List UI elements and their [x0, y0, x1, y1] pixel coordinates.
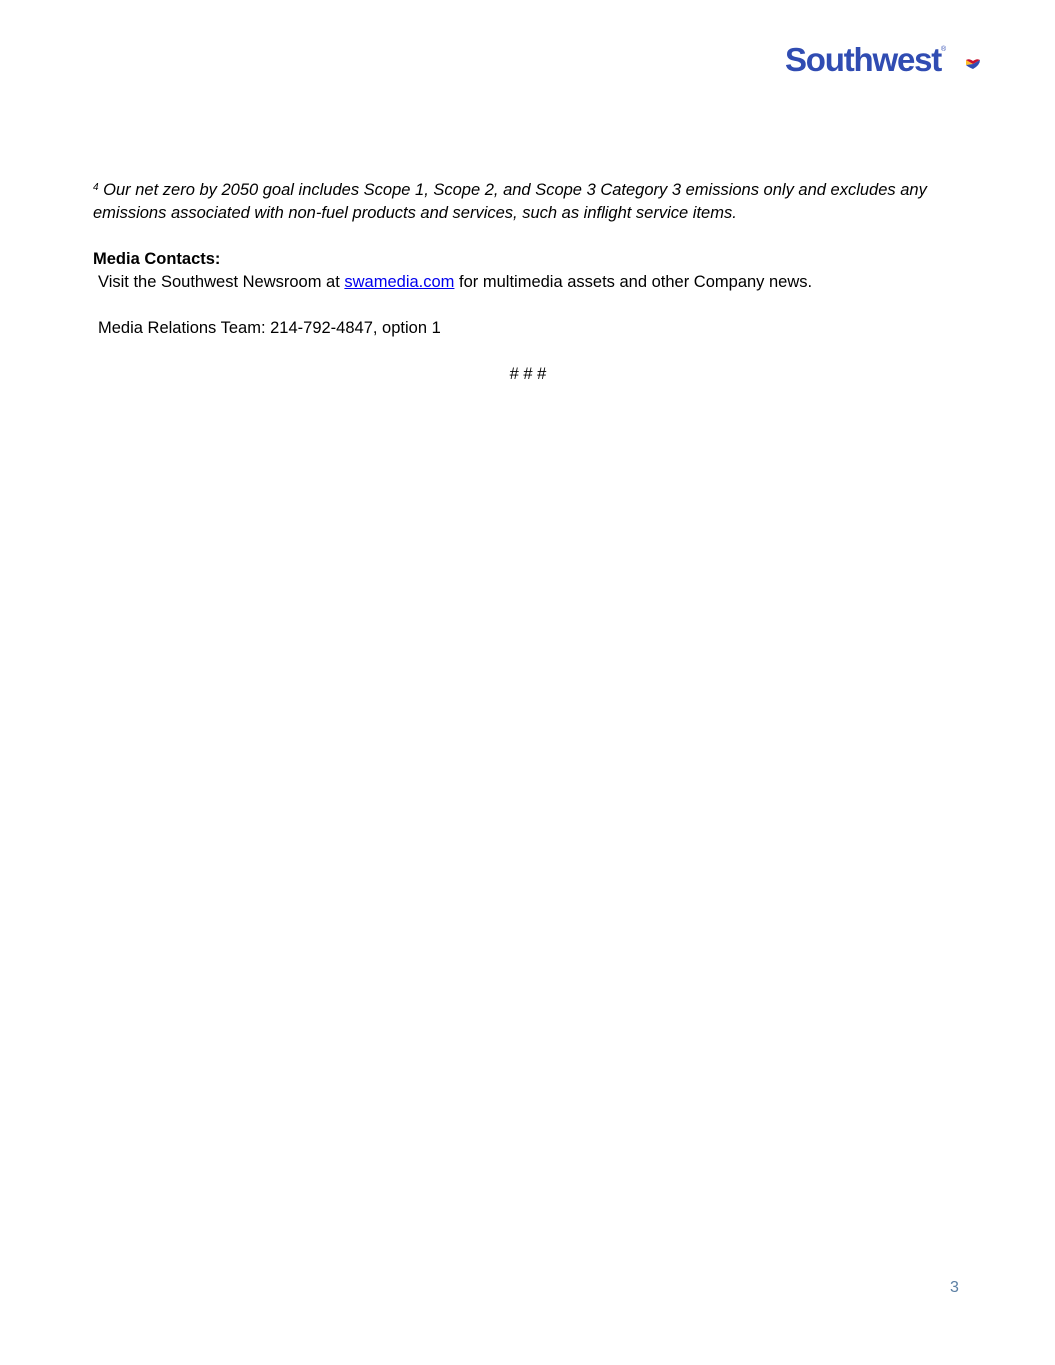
spacer: [93, 294, 963, 317]
media-contacts-heading: Media Contacts:: [93, 250, 221, 268]
document-body: [93, 179, 963, 386]
logo-wordmark: Southwest: [785, 41, 942, 78]
newsroom-prefix: Visit the Southwest Newsroom at: [98, 273, 345, 291]
spacer: [93, 340, 963, 363]
end-of-release-mark: # # #: [509, 365, 547, 383]
media-relations-line: Media Relations Team: 214-792-4847, option 1: [98, 319, 441, 337]
registered-mark: ®: [941, 46, 947, 53]
page-number: 3: [950, 1279, 959, 1296]
footnote: [93, 179, 963, 225]
footnote-text: Our net zero by 2050 goal includes Scope 1, Scope 2, and Scope 3 Category 3 emissions only and excludes any emissions associated with non-fuel products and services, such as inflight service items.: [93, 181, 927, 222]
heart-icon: [965, 58, 981, 70]
newsroom-suffix: for multimedia assets and other Company news.: [454, 273, 813, 291]
swamedia-link[interactable]: swamedia.com: [344, 273, 455, 291]
newsroom-line: [93, 271, 963, 294]
southwest-logo: [785, 40, 946, 80]
footnote-marker: 4: [93, 182, 99, 193]
